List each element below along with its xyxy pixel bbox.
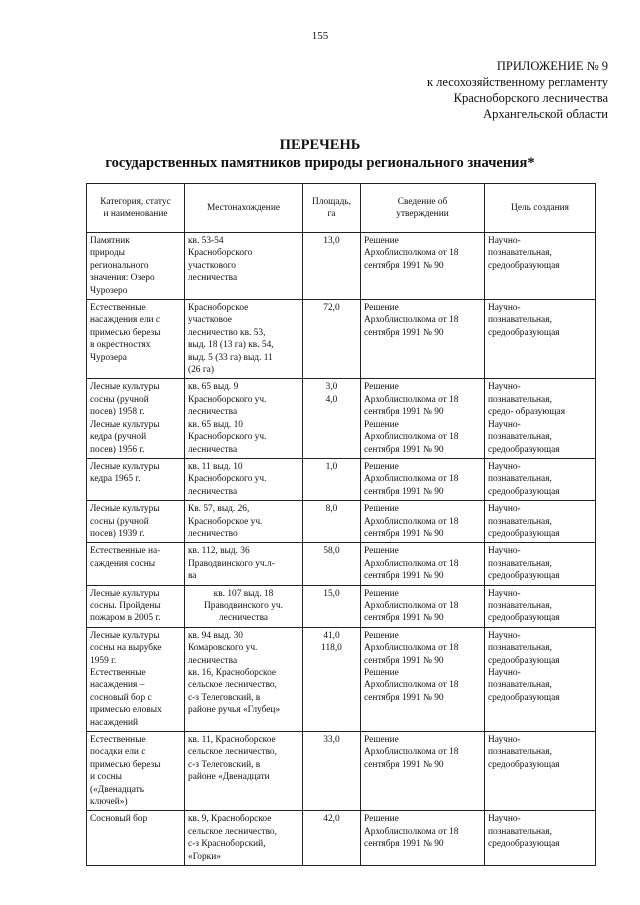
cell-category (87, 458, 185, 500)
table-row (87, 501, 596, 543)
cell-location (185, 732, 303, 811)
cell-location (185, 543, 303, 585)
cell-goal (485, 627, 596, 731)
cell-approval (361, 501, 485, 543)
cell-goal-text: Научно- познавательная, средообразующая (488, 546, 560, 582)
cell-goal-text: Научно- познавательная, средо- образующая (488, 382, 566, 418)
cell-approval-text: Решение Архоблисполкома от 18 сентября 1991 № 90 (364, 735, 459, 770)
cell-area-text: 1,0 (325, 461, 338, 472)
cell-approval-sub-text: Решение Архоблисполкома от 18 сентября 1991 № 90 (364, 419, 459, 455)
cell-goal-text: Научно- познавательная, средообразующая (488, 630, 560, 666)
cell-location-sub-text: кв. 16, Красноборское сельское лесничество, с-з Телеговский, в районе ручья «Глубец» (188, 668, 281, 716)
cell-location-text: кв. 9, Красноборское сельское лесничество, с-з Красноборский, «Горки» (188, 814, 277, 862)
cell-category (87, 543, 185, 585)
cell-approval-sub-text: Решение Архоблисполкома от 18 сентября 1991 № 90 (364, 668, 459, 703)
cell-approval (361, 543, 485, 585)
cell-goal (485, 379, 596, 458)
cell-approval-text: Решение Архоблисполкома от 18 сентября 1991 № 90 (364, 303, 459, 338)
cell-approval (361, 233, 485, 300)
cell-location (185, 458, 303, 500)
cell-location-text: кв. 11 выд. 10 Красноборского уч. лесничества (188, 461, 267, 497)
appendix-line-2: к лесохозяйственному регламенту (426, 75, 608, 89)
appendix-line-4: Архангельской области (483, 107, 608, 121)
table-row (87, 627, 596, 731)
cell-area-text: 15,0 (323, 588, 340, 599)
monuments-table (86, 183, 596, 866)
cell-goal-sub-text: Научно- познавательная, средообразующая (488, 668, 560, 703)
cell-location-sub-text: кв. 65 выд. 10 Красноборского уч. лесничества (188, 419, 267, 455)
cell-area-text: 72,0 (323, 303, 340, 314)
header-category: Категория, статус и наименование (87, 184, 185, 233)
cell-location-text: кв. 65 выд. 9 Красноборского уч. лесничества (188, 382, 267, 418)
cell-location (185, 233, 303, 300)
cell-goal (485, 811, 596, 866)
cell-category-sub-text: Лесные культуры кедра (ручной посев) 1956 г. (90, 419, 160, 455)
cell-approval (361, 732, 485, 811)
cell-goal-sub-text: Научно- познавательная, средообразующая (488, 419, 560, 455)
cell-goal (485, 300, 596, 379)
cell-goal-text: Научно- познавательная, средообразующая (488, 504, 560, 539)
cell-location-text: Красноборское участковое лесничество кв. 53, выд. 18 (13 га) кв. 54, выд. 5 (33 га) выд. 11 (26 га) (188, 303, 274, 376)
title-line-1: ПЕРЕЧЕНЬ (279, 137, 361, 153)
document-title (0, 136, 640, 172)
cell-area (303, 811, 361, 866)
cell-approval-text: Решение Архоблисполкома от 18 сентября 1991 № 90 (364, 382, 459, 418)
cell-approval-text: Решение Архоблисполкома от 18 сентября 1991 № 90 (364, 236, 459, 271)
cell-area-text: 3,0 (325, 382, 338, 393)
table-row (87, 543, 596, 585)
cell-location (185, 501, 303, 543)
page-number: 155 (311, 30, 329, 42)
cell-category (87, 811, 185, 866)
cell-approval-text: Решение Архоблисполкома от 18 сентября 1991 № 90 (364, 504, 459, 539)
table-row (87, 233, 596, 300)
cell-goal (485, 585, 596, 627)
cell-location (185, 300, 303, 379)
table-header-row (87, 184, 596, 233)
cell-location (185, 585, 303, 627)
cell-category (87, 501, 185, 543)
cell-approval-text: Решение Архоблисполкома от 18 сентября 1991 № 90 (364, 461, 459, 497)
header-goal: Цель создания (485, 184, 596, 233)
cell-area (303, 585, 361, 627)
cell-goal-text: Научно- познавательная, средообразующая (488, 303, 560, 338)
table-row (87, 300, 596, 379)
cell-area-text: 42,0 (323, 814, 340, 825)
cell-category-text: Лесные культуры кедра 1965 г. (90, 461, 160, 485)
cell-area (303, 732, 361, 811)
cell-location-text: кв. 11, Красноборское сельское лесничество, с-з Телеговский, в районе «Двенадцати (188, 735, 277, 783)
cell-location-text: кв. 112, выд. 36 Праводвинского уч.л- ва (188, 546, 275, 582)
cell-area-sub-text: 118,0 (321, 643, 342, 654)
cell-location (185, 811, 303, 866)
cell-area (303, 379, 361, 458)
cell-goal (485, 501, 596, 543)
cell-location-text: кв. 107 выд. 18 Праводвинского уч. лесничества (204, 588, 283, 624)
cell-category (87, 627, 185, 731)
cell-location-text: кв. 94 выд. 30 Комаровского уч. лесничества (188, 630, 258, 666)
cell-area (303, 543, 361, 585)
table-row (87, 811, 596, 866)
cell-area-text: 41,0 (323, 630, 340, 641)
cell-area-text: 33,0 (323, 735, 340, 746)
cell-approval (361, 379, 485, 458)
cell-category-text: Естественные на- саждения сосны (90, 546, 161, 569)
cell-approval (361, 627, 485, 731)
header-approval: Сведение об утверждении (361, 184, 485, 233)
cell-approval-text: Решение Архоблисполкома от 18 сентября 1991 № 90 (364, 546, 459, 582)
appendix-block (427, 58, 608, 122)
cell-goal (485, 233, 596, 300)
cell-area (303, 300, 361, 379)
header-location: Местонахождение (185, 184, 303, 233)
table-row (87, 732, 596, 811)
cell-category (87, 585, 185, 627)
cell-location-text: Кв. 57, выд. 26, Красноборское уч. лесничество (188, 504, 263, 539)
table-row (87, 379, 596, 458)
cell-area (303, 458, 361, 500)
appendix-line-3: Красноборского лесничества (453, 91, 608, 105)
cell-category-text: Естественные посадки ели с примесью березы и сосны («Двенадцать ключей») (90, 735, 161, 808)
cell-goal (485, 732, 596, 811)
cell-category (87, 233, 185, 300)
cell-approval (361, 458, 485, 500)
cell-category (87, 379, 185, 458)
cell-category-text: Сосновый бор (90, 814, 148, 825)
cell-approval (361, 300, 485, 379)
cell-area-text: 8,0 (325, 504, 338, 515)
cell-category (87, 300, 185, 379)
cell-approval (361, 811, 485, 866)
cell-area-text: 58,0 (323, 546, 340, 557)
header-area: Площадь, га (303, 184, 361, 233)
cell-category-text: Лесные культуры сосны (ручной посев) 1939 г. (90, 504, 160, 539)
cell-category (87, 732, 185, 811)
cell-goal-text: Научно- познавательная, средообразующая (488, 814, 560, 850)
cell-category-text: Лесные культуры сосны. Пройдены пожаром в 2005 г. (90, 588, 161, 624)
cell-goal-text: Научно- познавательная, средообразующая (488, 461, 560, 497)
title-line-2: государственных памятников природы регионального значения* (105, 155, 535, 171)
cell-approval (361, 585, 485, 627)
cell-goal-text: Научно- познавательная, средообразующая (488, 236, 560, 271)
cell-goal-text: Научно- познавательная, средообразующая (488, 588, 560, 624)
cell-approval-text: Решение Архоблисполкома от 18 сентября 1991 № 90 (364, 630, 459, 666)
cell-area (303, 627, 361, 731)
cell-category-text: Лесные культуры сосны на вырубке 1959 г. (90, 630, 162, 666)
cell-goal (485, 458, 596, 500)
cell-category-text: Памятник природы регионального значения: Озеро Чурозеро (90, 236, 155, 296)
cell-approval-text: Решение Архоблисполкома от 18 сентября 1991 № 90 (364, 814, 459, 850)
table-row (87, 585, 596, 627)
cell-category-text: Естественные насаждения ели с примесью березы в окрестностях Чурозера (90, 303, 161, 363)
cell-area-text: 13,0 (323, 236, 340, 246)
cell-area (303, 233, 361, 300)
cell-approval-text: Решение Архоблисполкома от 18 сентября 1991 № 90 (364, 588, 459, 624)
cell-location-text: кв. 53-54 Красноборского участкового лесничества (188, 236, 253, 284)
cell-area (303, 501, 361, 543)
cell-category-text: Лесные культуры сосны (ручной посев) 1958 г. (90, 382, 160, 418)
appendix-line-1: ПРИЛОЖЕНИЕ № 9 (496, 59, 608, 73)
cell-area-sub-text: 4,0 (325, 394, 338, 405)
table-body (87, 233, 596, 866)
cell-goal (485, 543, 596, 585)
cell-location (185, 379, 303, 458)
table-row (87, 458, 596, 500)
cell-location (185, 627, 303, 731)
cell-goal-text: Научно- познавательная, средообразующая (488, 735, 560, 770)
cell-category-sub-text: Естественные насаждения – сосновый бор с примесью еловых насаждений (90, 668, 162, 728)
